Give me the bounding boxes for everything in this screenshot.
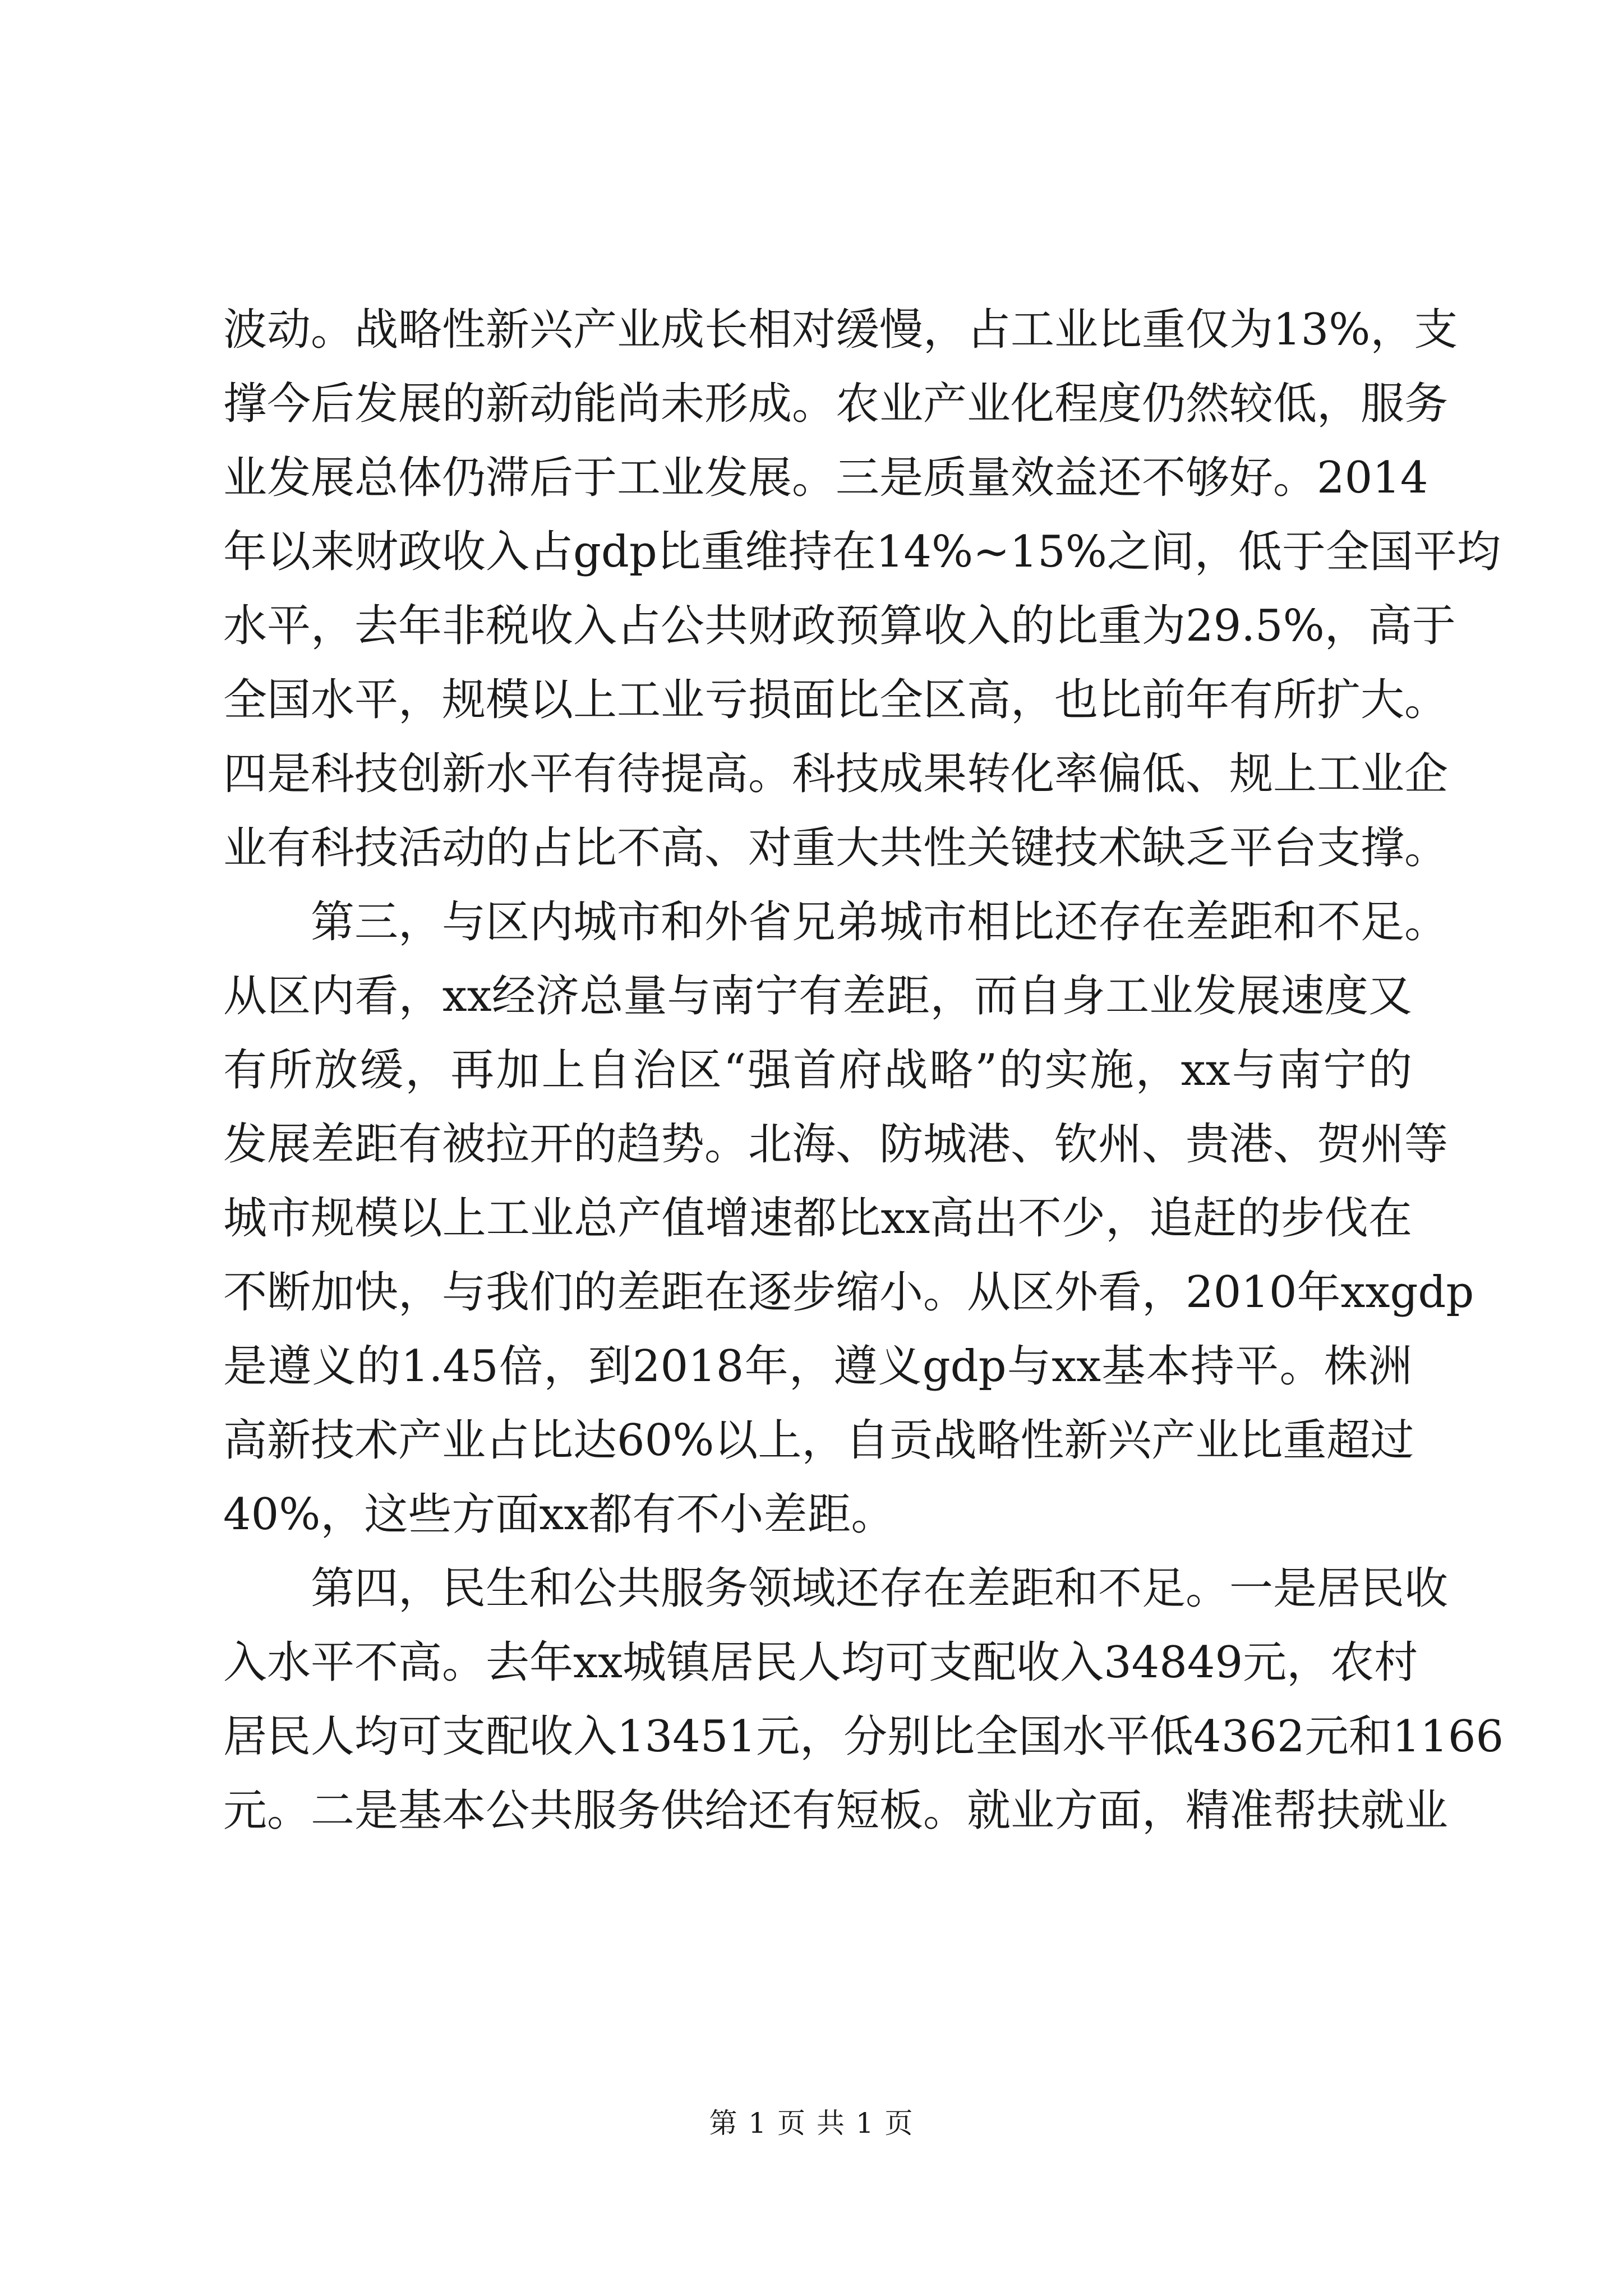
text-line: 从区内看，xx经济总量与南宁有差距，而自身工业发展速度又 xyxy=(223,971,1412,1022)
text-line: 撑今后发展的新动能尚未形成。农业产业化程度仍然较低，服务 xyxy=(223,379,1449,429)
text-line: 年以来财政收入占gdp比重维持在14%~15%之间，低于全国平均 xyxy=(223,527,1501,577)
text-line: 入水平不高。去年xx城镇居民人均可支配收入34849元，农村 xyxy=(223,1637,1418,1688)
text-line: 水平，去年非税收入占公共财政预算收入的比重为29.5%，高于 xyxy=(223,601,1456,651)
text-line: 是遵义的1.45倍，到2018年，遵义gdp与xx基本持平。株洲 xyxy=(223,1341,1412,1392)
text-line: 全国水平，规模以上工业亏损面比全区高，也比前年有所扩大。 xyxy=(223,675,1449,725)
text-line: 不断加快，与我们的差距在逐步缩小。从区外看，2010年xxgdp xyxy=(223,1267,1474,1318)
text-line: 居民人均可支配收入13451元，分别比全国水平低4362元和1166 xyxy=(223,1711,1504,1762)
document-body xyxy=(223,293,1504,1848)
text-line: 业有科技活动的占比不高、对重大共性关键技术缺乏平台支撑。 xyxy=(223,823,1449,873)
page-footer: 第 1 页 共 1 页 xyxy=(709,2107,914,2139)
text-line: 第四，民生和公共服务领域还存在差距和不足。一是居民收 xyxy=(311,1563,1449,1614)
text-line: 四是科技创新水平有待提高。科技成果转化率偏低、规上工业企 xyxy=(223,749,1449,799)
text-line: 城市规模以上工业总产值增速都比xx高出不少，追赶的步伐在 xyxy=(223,1193,1412,1244)
text-line: 业发展总体仍滞后于工业发展。三是质量效益还不够好。2014 xyxy=(223,453,1428,503)
text-line: 波动。战略性新兴产业成长相对缓慢，占工业比重仅为13%，支 xyxy=(223,305,1458,355)
text-line: 高新技术产业占比达60%以上，自贡战略性新兴产业比重超过 xyxy=(223,1415,1414,1466)
text-line: 第三，与区内城市和外省兄弟城市相比还存在差距和不足。 xyxy=(311,897,1449,947)
text-line: 发展差距有被拉开的趋势。北海、防城港、钦州、贵港、贺州等 xyxy=(223,1119,1449,1170)
text-line: 有所放缓，再加上自治区“强首府战略”的实施，xx与南宁的 xyxy=(223,1045,1412,1096)
text-line: 40%，这些方面xx都有不小差距。 xyxy=(223,1489,895,1540)
text-line: 元。二是基本公共服务供给还有短板。就业方面，精准帮扶就业 xyxy=(223,1786,1449,1836)
